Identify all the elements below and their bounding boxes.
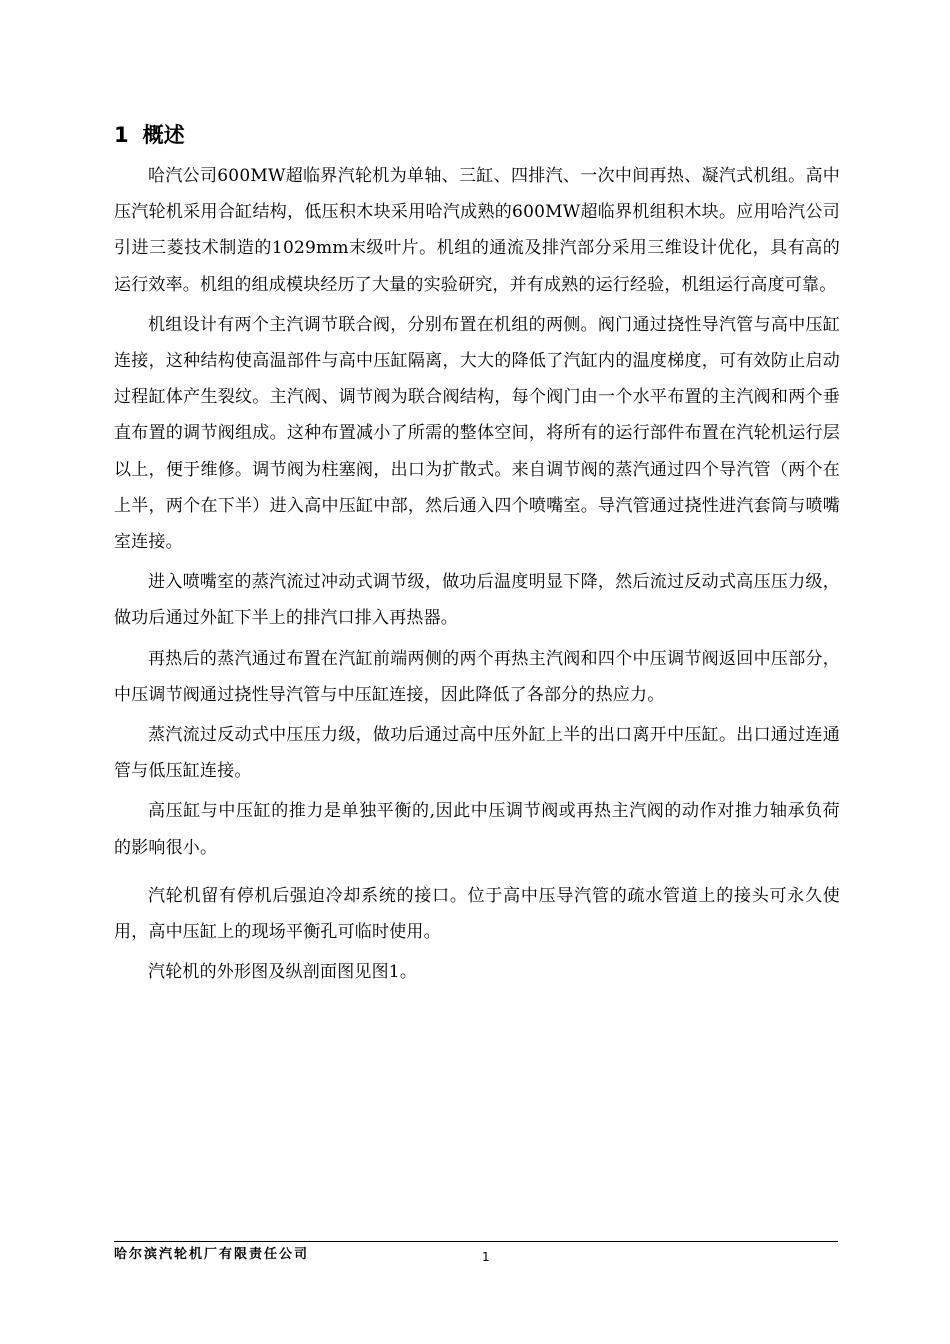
body-text <box>114 158 840 994</box>
footer-page-number: 1 <box>482 1250 490 1264</box>
paragraph-figure-ref: 汽轮机的外形图及纵剖面图见图1。 <box>148 962 418 983</box>
paragraph-overview: 哈汽公司600MW超临界汽轮机为单轴、三缸、四排汽、一次中间再热、凝汽式机组。高中压汽轮机采用合缸结构，低压积木块采用哈汽成熟的600MW超临界机组积木块。应用哈汽公司引进三菱技术制造的1029mm末级叶片。机组的通流及排汽部分采用三维设计优化，具有高的运行效率。机组的组成模块经历了大量的实验研究，并有成熟的运行经验，机组运行高度可靠。 <box>114 166 840 295</box>
section-title: 概述 <box>142 123 185 147</box>
section-heading <box>114 120 185 150</box>
paragraph-ip-stage: 蒸汽流过反动式中压压力级，做功后通过高中压外缸上半的出口离开中压缸。出口通过连通管与低压缸连接。 <box>114 725 840 782</box>
paragraph-thrust: 高压缸与中压缸的推力是单独平衡的,因此中压调节阀或再热主汽阀的动作对推力轴承负荷的影响很小。 <box>114 801 840 858</box>
paragraph-nozzle-chamber: 进入喷嘴室的蒸汽流过冲动式调节级，做功后温度明显下降，然后流过反动式高压压力级，做功后通过外缸下半上的排汽口排入再热器。 <box>114 572 840 629</box>
section-number: 1 <box>114 123 129 147</box>
paragraph-valves: 机组设计有两个主汽调节联合阀，分别布置在机组的两侧。阀门通过挠性导汽管与高中压缸连接，这种结构使高温部件与高中压缸隔离，大大的降低了汽缸内的温度梯度，可有效防止启动过程缸体产生裂纹。主汽阀、调节阀为联合阀结构，每个阀门由一个水平布置的主汽阀和两个垂直布置的调节阀组成。这种布置减小了所需的整体空间，将所有的运行部件布置在汽轮机运行层以上，便于维修。调节阀为柱塞阀，出口为扩散式。来自调节阀的蒸汽通过四个导汽管（两个在上半，两个在下半）进入高中压缸中部，然后通入四个喷嘴室。导汽管通过挠性进汽套筒与喷嘴室连接。 <box>114 314 840 553</box>
paragraph-cooling: 汽轮机留有停机后强迫冷却系统的接口。位于高中压导汽管的疏水管道上的接头可永久使用，高中压缸上的现场平衡孔可临时使用。 <box>114 885 840 943</box>
footer-company-name: 哈尔滨汽轮机厂有限责任公司 <box>114 1247 310 1262</box>
paragraph-reheat: 再热后的蒸汽通过布置在汽缸前端两侧的两个再热主汽阀和四个中压调节阀返回中压部分，中压调节阀通过挠性导汽管与中压缸连接，因此降低了各部分的热应力。 <box>114 648 840 705</box>
footer-divider <box>114 1241 838 1242</box>
